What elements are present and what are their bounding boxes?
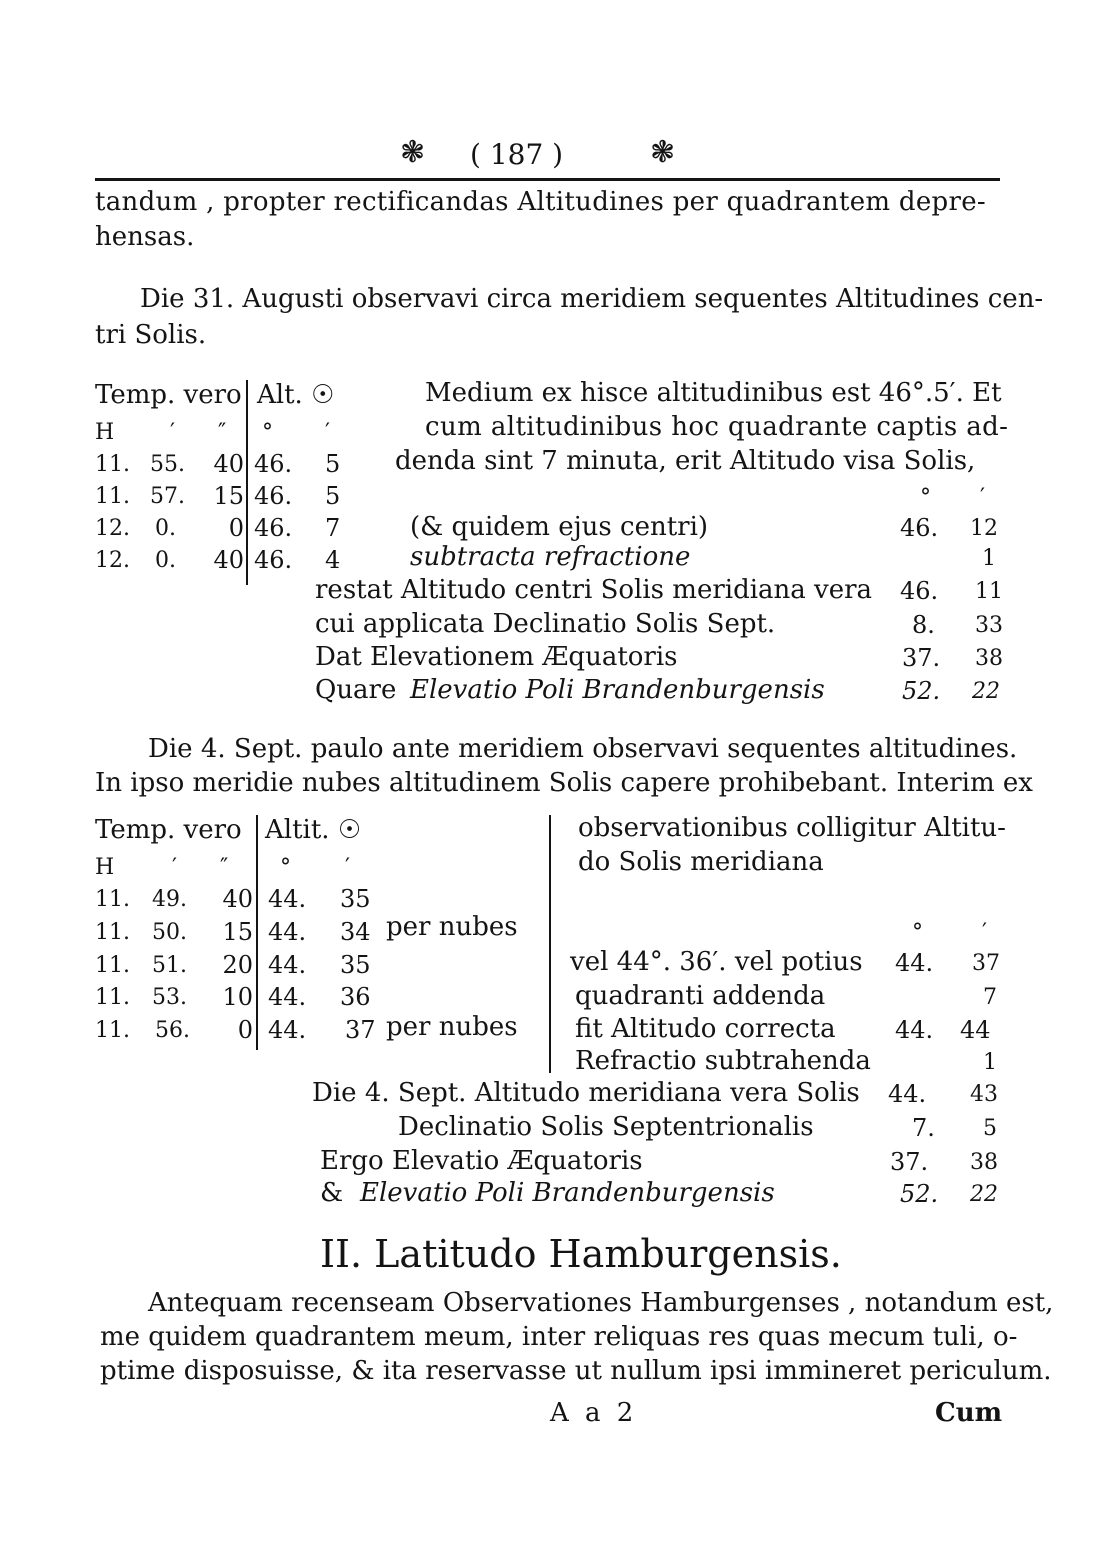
table2-cell-m: 53. (152, 985, 187, 1010)
table2-cell-deg: 44. (268, 951, 307, 979)
calc1-result-prefix: Quare (315, 675, 397, 705)
para1-line-2: tri Solis. (95, 320, 207, 350)
para2-line-2: In ipso meridie nubes altitudinem Solis capere prohibebant. Interim ex (95, 768, 1033, 798)
table1-header-alt: Alt. ☉ (257, 380, 335, 410)
calc2-unit-min: ′ (982, 920, 987, 945)
calc1-unit-min: ′ (980, 485, 985, 510)
calc1-text-line-1: Medium ex hisce altitudinibus est 46°.5′. Et (425, 378, 1002, 408)
intro-line-2: hensas. (95, 222, 195, 252)
calc1-result-label: Elevatio Poli Brandenburgensis (410, 675, 825, 705)
table1-cell-s: 0 (228, 514, 244, 542)
calc1-row-label: restat Altitudo centri Solis meridiana vera (315, 575, 873, 605)
table1-unit-m: ′ (170, 420, 175, 445)
table2-cell-deg: 44. (268, 1016, 307, 1044)
calc1-row-deg: 46. (900, 577, 939, 605)
calc2-unit-deg: ° (912, 920, 923, 945)
table1-unit-h: H (95, 420, 115, 445)
para1-line-1: Die 31. Augusti observavi circa meridiem sequentes Altitudines cen- (140, 284, 1044, 314)
table1-cell-s: 15 (213, 482, 244, 510)
table1-cell-h: 12. (95, 516, 130, 541)
calc1-row-label: (& quidem ejus centri) (410, 512, 709, 542)
calc2-divider (549, 815, 551, 1073)
table2-cell-h: 11. (95, 1018, 130, 1043)
table2-cell-min: 35 (340, 951, 371, 979)
summary2-result-prefix: & (320, 1178, 344, 1208)
summary2-row-deg: 37. (890, 1148, 929, 1176)
header-ornament-left: ❃ (400, 135, 426, 170)
table1-cell-min: 7 (325, 514, 341, 542)
summary2-row-min: 5 (983, 1116, 997, 1141)
table1-cell-deg: 46. (254, 450, 293, 478)
table2-cell-s: 10 (222, 983, 253, 1011)
calc2-text-line-2: do Solis meridiana (578, 847, 824, 877)
table1-cell-h: 11. (95, 484, 130, 509)
calc1-row-label: cui applicata Declinatio Solis Sept. (315, 609, 776, 639)
calc1-text-line-3: denda sint 7 minuta, erit Altitudo visa Solis, (395, 446, 976, 476)
table1-cell-min: 5 (325, 482, 341, 510)
table2-header-alt: Altit. ☉ (265, 815, 362, 845)
summary2-row-deg: 7. (912, 1114, 935, 1142)
calc1-result-deg: 52. (902, 677, 941, 705)
table2-cell-s: 20 (222, 951, 253, 979)
table2-cell-s: 0 (237, 1016, 253, 1044)
table1-cell-m: 0. (155, 516, 176, 541)
table2-cell-h: 11. (95, 887, 130, 912)
para3-line-1: Antequam recenseam Observationes Hamburgenses , notandum est, (148, 1288, 1054, 1318)
table1-unit-deg: ° (262, 420, 273, 445)
calc2-row-deg: 44. (895, 949, 934, 977)
calc2-row-min: 37 (972, 951, 1000, 976)
table2-cell-note: per nubes (386, 1012, 518, 1042)
table1-unit-s: ″ (218, 420, 227, 445)
table2-unit-h: H (95, 855, 115, 880)
header-ornament-right: ❃ (650, 135, 676, 170)
table1-cell-min: 4 (325, 546, 341, 574)
summary2-row-min: 43 (970, 1082, 998, 1107)
table2-cell-m: 50. (152, 920, 187, 945)
intro-line-1: tandum , propter rectificandas Altitudines per quadrantem depre- (95, 187, 986, 217)
summary2-row-label: Ergo Elevatio Æquatoris (320, 1146, 643, 1176)
table1-cell-deg: 46. (254, 514, 293, 542)
table2-cell-deg: 44. (268, 885, 307, 913)
table2-unit-s: ″ (220, 855, 229, 880)
table2-cell-h: 11. (95, 953, 130, 978)
table1-cell-h: 11. (95, 452, 130, 477)
calc1-row-min: 1 (982, 546, 996, 571)
summary2-result-min: 22 (970, 1182, 998, 1207)
calc1-result-min: 22 (972, 679, 1000, 704)
calc1-row-label: subtracta refractione (410, 542, 691, 572)
header-rule (95, 178, 1000, 181)
table1-unit-min: ′ (325, 420, 330, 445)
table1-cell-s: 40 (213, 450, 244, 478)
signature-mark: A a 2 (550, 1398, 638, 1428)
table2-divider (256, 815, 258, 1050)
calc2-row-deg: 44. (895, 1016, 934, 1044)
section-heading: II. Latitudo Hamburgensis. (320, 1232, 842, 1276)
para3-line-2: me quidem quadrantem meum, inter reliquas res quas mecum tuli, o- (100, 1322, 1018, 1352)
table2-cell-min: 36 (340, 983, 371, 1011)
table1-cell-m: 55. (150, 452, 185, 477)
table2-cell-m: 49. (152, 887, 187, 912)
table1-cell-m: 57. (150, 484, 185, 509)
table2-cell-m: 56. (155, 1018, 190, 1043)
calc2-row-label: Refractio subtrahenda (575, 1046, 871, 1076)
table2-cell-note: per nubes (386, 912, 518, 942)
summary2-result-label: Elevatio Poli Brandenburgensis (360, 1178, 775, 1208)
table1-cell-s: 40 (213, 546, 244, 574)
table2-cell-h: 11. (95, 985, 130, 1010)
catchword: Cum (935, 1398, 1003, 1428)
table1-header-temp: Temp. vero (95, 380, 242, 410)
summary2-row-deg: 44. (888, 1080, 927, 1108)
table2-unit-min: ′ (345, 855, 350, 880)
calc1-text-line-2: cum altitudinibus hoc quadrante captis ad- (425, 412, 1009, 442)
calc2-row-label: vel 44°. 36′. vel potius (570, 947, 863, 977)
table1-cell-h: 12. (95, 548, 130, 573)
page-number: ( 187 ) (470, 138, 564, 171)
table1-cell-deg: 46. (254, 546, 293, 574)
table2-unit-deg: ° (280, 855, 291, 880)
table1-cell-m: 0. (155, 548, 176, 573)
calc1-row-deg: 8. (912, 611, 935, 639)
table1-cell-deg: 46. (254, 482, 293, 510)
table2-cell-deg: 44. (268, 918, 307, 946)
table1-divider (246, 380, 248, 585)
table2-cell-deg: 44. (268, 983, 307, 1011)
calc2-row-min: 44 (960, 1016, 991, 1044)
table2-cell-min: 35 (340, 885, 371, 913)
calc1-row-min: 38 (975, 646, 1003, 671)
calc1-row-min: 33 (975, 613, 1003, 638)
summary2-result-deg: 52. (900, 1180, 939, 1208)
para3-line-3: ptime disposuisse, & ita reservasse ut nullum ipsi immineret periculum. (100, 1356, 1052, 1386)
table2-header-temp: Temp. vero (95, 815, 242, 845)
calc1-row-min: 12 (970, 516, 998, 541)
table2-cell-h: 11. (95, 920, 130, 945)
calc2-row-label: fit Altitudo correcta (575, 1014, 836, 1044)
table2-cell-s: 40 (222, 885, 253, 913)
calc1-row-label: Dat Elevationem Æquatoris (315, 642, 678, 672)
calc2-row-min: 7 (983, 985, 997, 1010)
calc2-text-line-1: observationibus colligitur Altitu- (578, 813, 1006, 843)
calc2-row-label: quadranti addenda (575, 981, 826, 1011)
para2-line-1: Die 4. Sept. paulo ante meridiem observavi sequentes altitudines. (148, 734, 1018, 764)
calc1-unit-deg: ° (920, 485, 931, 510)
calc2-row-min: 1 (983, 1050, 997, 1075)
table1-cell-min: 5 (325, 450, 341, 478)
table2-unit-m: ′ (172, 855, 177, 880)
summary2-row-min: 38 (970, 1150, 998, 1175)
table2-cell-m: 51. (152, 953, 187, 978)
calc1-row-deg: 37. (902, 644, 941, 672)
table2-cell-min: 34 (340, 918, 371, 946)
table2-cell-s: 15 (222, 918, 253, 946)
calc1-row-min: 11 (975, 579, 1003, 604)
calc1-row-deg: 46. (900, 514, 939, 542)
summary2-row-label: Declinatio Solis Septentrionalis (398, 1112, 814, 1142)
summary2-row-label: Die 4. Sept. Altitudo meridiana vera Solis (312, 1078, 860, 1108)
table2-cell-min: 37 (345, 1016, 376, 1044)
